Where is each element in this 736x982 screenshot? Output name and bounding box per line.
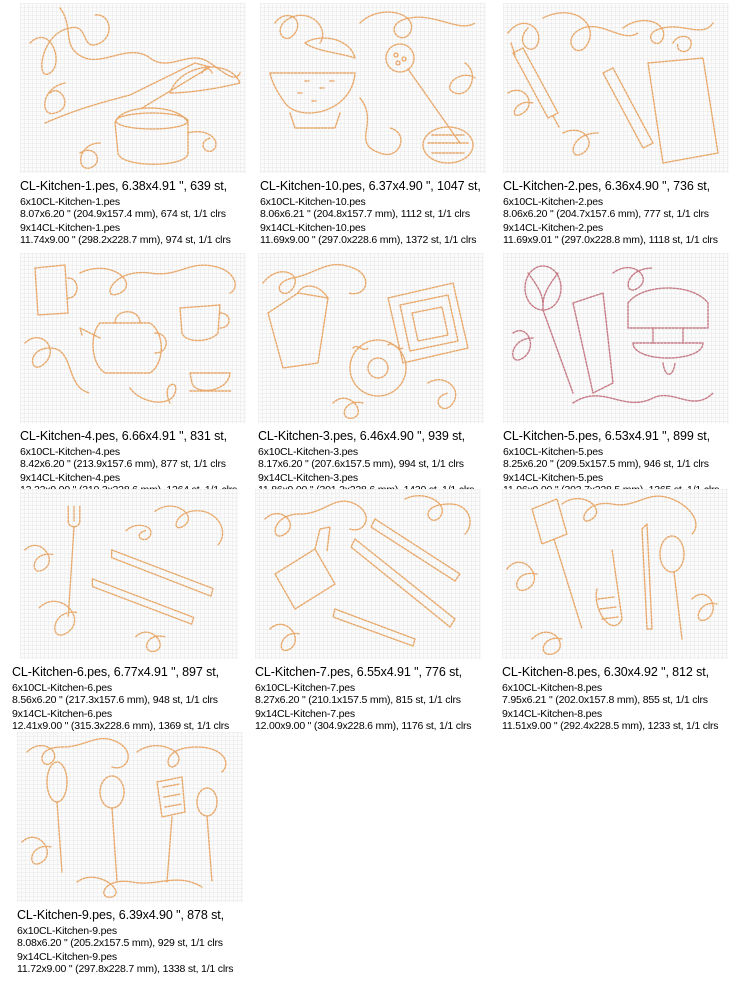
design-title: CL-Kitchen-4.pes, 6.66x4.91 ", 831 st,: [20, 429, 228, 443]
variant-9x14-filename: 9x14CL-Kitchen-1.pes: [20, 222, 120, 234]
rolling-pin-board-icon: [503, 3, 729, 173]
variant-6x10-info: 8.06x6.20 " (204.7x157.6 mm), 777 st, 1/1 clrs: [503, 208, 709, 220]
variant-9x14-info: 12.00x9.00 " (304.9x228.6 mm), 1176 st, 1/1 clrs: [255, 720, 472, 732]
stitch-lines: [25, 265, 235, 403]
variant-6x10-info: 8.42x6.20 " (213.9x157.6 mm), 877 st, 1/1 clrs: [20, 458, 226, 470]
design-thumbnail[interactable]: [20, 3, 246, 173]
variant-6x10-info: 8.25x6.20 " (209.5x157.5 mm), 946 st, 1/1 clrs: [503, 458, 709, 470]
mitt-potholder-icon: [258, 253, 484, 423]
stitch-lines: [22, 739, 226, 898]
mixer-whisk-icon: [503, 253, 729, 423]
variant-9x14-filename: 9x14CL-Kitchen-4.pes: [20, 472, 120, 484]
design-title: CL-Kitchen-10.pes, 6.37x4.90 ", 1047 st,: [260, 179, 481, 193]
design-thumbnail[interactable]: [503, 3, 729, 173]
variant-6x10-filename: 6x10CL-Kitchen-10.pes: [260, 196, 366, 208]
variant-9x14-filename: 9x14CL-Kitchen-10.pes: [260, 222, 366, 234]
variant-6x10-info: 8.17x6.20 " (207.6x157.5 mm), 994 st, 1/1 clrs: [258, 458, 464, 470]
variant-6x10-info: 8.56x6.20 " (217.3x157.6 mm), 948 st, 1/1 clrs: [12, 694, 218, 706]
variant-6x10-filename: 6x10CL-Kitchen-7.pes: [255, 682, 355, 694]
design-title: CL-Kitchen-9.pes, 6.39x4.90 ", 878 st,: [17, 908, 225, 922]
design-title: CL-Kitchen-8.pes, 6.30x4.92 ", 812 st,: [502, 665, 710, 679]
variant-9x14-info: 11.74x9.00 " (298.2x228.7 mm), 974 st, 1/1 clrs: [20, 234, 231, 246]
variant-6x10-info: 8.06x6.21 " (204.8x157.7 mm), 1112 st, 1/1 clrs: [260, 208, 470, 220]
variant-6x10-filename: 6x10CL-Kitchen-2.pes: [503, 196, 603, 208]
variant-6x10-filename: 6x10CL-Kitchen-3.pes: [258, 446, 358, 458]
design-title: CL-Kitchen-2.pes, 6.36x4.90 ", 736 st,: [503, 179, 711, 193]
design-thumbnail[interactable]: [20, 253, 246, 423]
stitch-lines: [265, 496, 470, 651]
spatula-masher-icon: [502, 489, 728, 659]
variant-9x14-filename: 9x14CL-Kitchen-6.pes: [12, 708, 112, 720]
variant-6x10-filename: 6x10CL-Kitchen-4.pes: [20, 446, 120, 458]
variant-9x14-filename: 9x14CL-Kitchen-9.pes: [17, 951, 117, 963]
fork-knives-icon: [20, 489, 238, 659]
variant-6x10-info: 8.07x6.20 " (204.9x157.4 mm), 674 st, 1/1 clrs: [20, 208, 226, 220]
variant-9x14-info: 12.41x9.00 " (315.3x228.6 mm), 1369 st, 1/1 clrs: [12, 720, 230, 732]
colander-whisk-icon: [260, 3, 486, 173]
design-title: CL-Kitchen-7.pes, 6.55x4.91 ", 776 st,: [255, 665, 463, 679]
variant-9x14-filename: 9x14CL-Kitchen-3.pes: [258, 472, 358, 484]
variant-6x10-info: 8.08x6.20 " (205.2x157.5 mm), 929 st, 1/1 clrs: [17, 937, 223, 949]
variant-9x14-info: 11.69x9.01 " (297.0x228.8 mm), 1118 st, 1/1 clrs: [503, 234, 718, 246]
design-thumbnail[interactable]: [17, 732, 243, 902]
variant-6x10-filename: 6x10CL-Kitchen-6.pes: [12, 682, 112, 694]
variant-9x14-filename: 9x14CL-Kitchen-2.pes: [503, 222, 603, 234]
variant-6x10-info: 7.95x6.21 " (202.0x157.8 mm), 855 st, 1/1 clrs: [502, 694, 708, 706]
pot-lid-spoon-icon: [20, 3, 246, 173]
variant-9x14-filename: 9x14CL-Kitchen-5.pes: [503, 472, 603, 484]
variant-6x10-filename: 6x10CL-Kitchen-1.pes: [20, 196, 120, 208]
design-title: CL-Kitchen-6.pes, 6.77x4.91 ", 897 st,: [12, 665, 220, 679]
stitch-lines: [263, 265, 468, 419]
cleaver-knives-icon: [255, 489, 481, 659]
variant-9x14-filename: 9x14CL-Kitchen-8.pes: [502, 708, 602, 720]
stitch-lines: [507, 496, 717, 654]
design-title: CL-Kitchen-3.pes, 6.46x4.90 ", 939 st,: [258, 429, 466, 443]
kettle-cups-icon: [20, 253, 246, 423]
variant-9x14-filename: 9x14CL-Kitchen-7.pes: [255, 708, 355, 720]
design-title: CL-Kitchen-1.pes, 6.38x4.91 ", 639 st,: [20, 179, 228, 193]
design-title: CL-Kitchen-5.pes, 6.53x4.91 ", 899 st,: [503, 429, 711, 443]
variant-9x14-info: 11.72x9.00 " (297.8x228.7 mm), 1338 st, 1/1 clrs: [17, 963, 234, 975]
design-thumbnail[interactable]: [503, 253, 729, 423]
stitch-lines: [270, 12, 475, 163]
variant-9x14-info: 11.69x9.00 " (297.0x228.6 mm), 1372 st, 1/1 clrs: [260, 234, 477, 246]
stitch-lines: [508, 13, 718, 163]
variant-9x14-info: 11.51x9.00 " (292.4x228.5 mm), 1233 st, 1/1 clrs: [502, 720, 719, 732]
design-thumbnail[interactable]: [258, 253, 484, 423]
spoons-spatula-icon: [17, 732, 243, 902]
design-thumbnail[interactable]: [502, 489, 728, 659]
design-thumbnail[interactable]: [20, 489, 238, 659]
stitch-lines: [30, 8, 240, 168]
stitch-lines: [25, 506, 223, 651]
design-thumbnail[interactable]: [260, 3, 486, 173]
variant-6x10-filename: 6x10CL-Kitchen-8.pes: [502, 682, 602, 694]
variant-6x10-info: 8.27x6.20 " (210.1x157.5 mm), 815 st, 1/1 clrs: [255, 694, 461, 706]
stitch-lines: [513, 266, 713, 403]
variant-6x10-filename: 6x10CL-Kitchen-5.pes: [503, 446, 603, 458]
variant-6x10-filename: 6x10CL-Kitchen-9.pes: [17, 925, 117, 937]
design-thumbnail[interactable]: [255, 489, 481, 659]
